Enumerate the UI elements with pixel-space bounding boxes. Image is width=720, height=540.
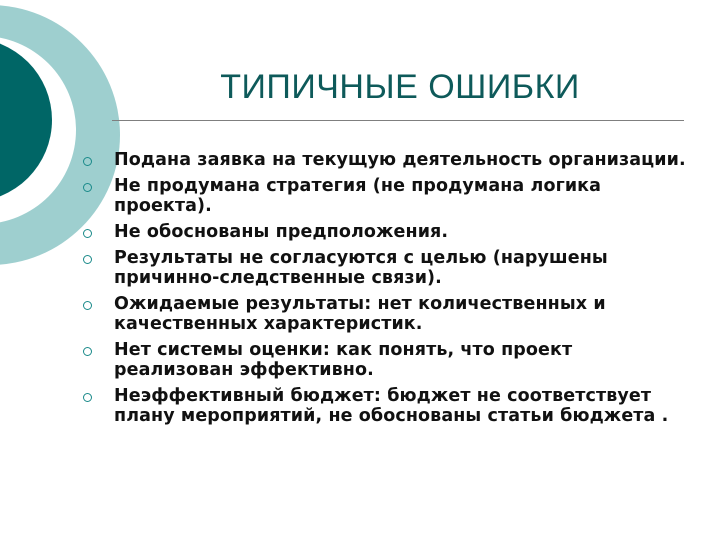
- title-divider: [112, 120, 684, 121]
- list-item: [80, 248, 690, 288]
- list-item: [80, 386, 690, 426]
- circle-bullet-icon: [83, 157, 92, 166]
- list-item: [80, 294, 690, 334]
- circle-bullet-icon: [83, 393, 92, 402]
- circle-bullet-icon: [83, 183, 92, 192]
- bullet-text: Не обоснованы предположения.: [114, 222, 449, 242]
- circle-bullet-icon: [83, 229, 92, 238]
- circle-bullet-icon: [83, 255, 92, 264]
- bullet-text: Нет системы оценки: как понять, что проект реализован эффективно.: [114, 340, 573, 380]
- slide-title: ТИПИЧНЫЕ ОШИБКИ: [220, 68, 580, 106]
- list-item: [80, 222, 690, 242]
- circle-bullet-icon: [83, 347, 92, 356]
- list-item: [80, 150, 690, 170]
- bullet-text: Подана заявка на текущую деятельность организации.: [114, 150, 686, 170]
- bullet-text: Результаты не согласуются с целью (нарушены причинно-следственные связи).: [114, 248, 608, 288]
- bullet-list: [80, 150, 690, 432]
- list-item: [80, 176, 690, 216]
- list-item: [80, 340, 690, 380]
- bullet-text: Не продумана стратегия (не продумана логика проекта).: [114, 176, 602, 216]
- bullet-text: Неэффективный бюджет: бюджет не соответствует плану мероприятий, не обоснованы статьи бюджета .: [114, 386, 669, 426]
- circle-bullet-icon: [83, 301, 92, 310]
- bullet-text: Ожидаемые результаты: нет количественных и качественных характеристик.: [114, 294, 606, 334]
